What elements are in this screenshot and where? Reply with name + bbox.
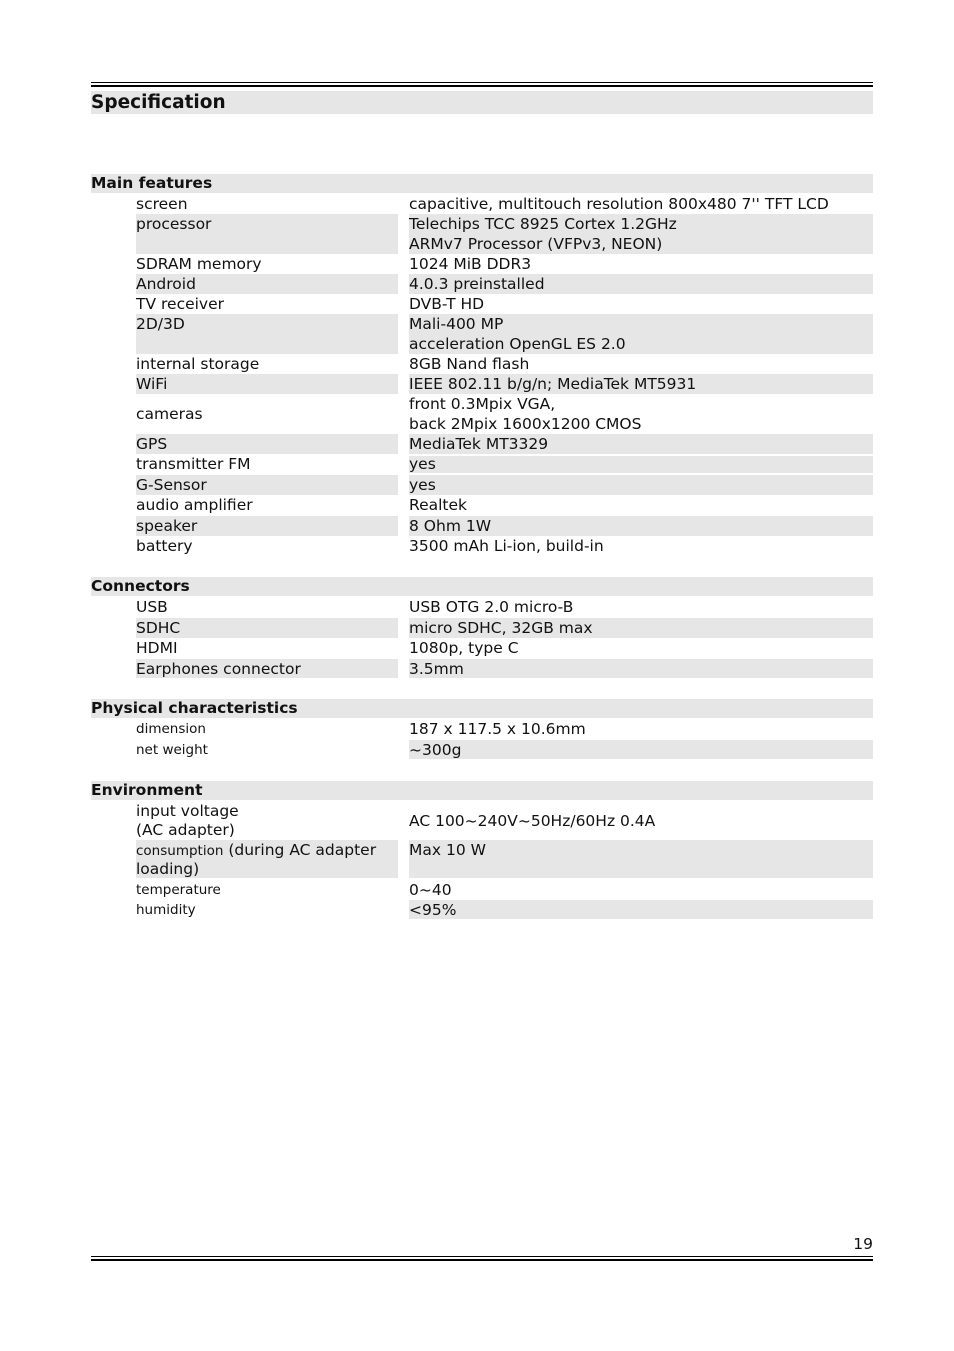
spec-label: temperature [136,882,221,898]
spec-label: Earphones connector [136,660,301,678]
spec-value: DVB-T HD [409,295,485,313]
spec-row-consumption [136,840,873,878]
spec-label: TV receiver [136,295,225,313]
spec-row-cameras [136,394,873,434]
spec-row-gps [136,434,873,454]
spec-value: 3.5mm [409,660,464,678]
spec-value: 0~40 [409,881,452,899]
spec-row-usb [136,597,873,617]
spec-value: USB OTG 2.0 micro-B [409,598,574,616]
spec-value: ARMv7 Processor (VFPv3, NEON) [409,235,663,253]
spec-row-screen [136,194,873,214]
spec-value: 3500 mAh Li-ion, build-in [409,537,604,555]
spec-label: humidity [136,902,196,918]
spec-value: <95% [409,901,457,919]
spec-row-wifi [136,374,873,394]
spec-value: yes [409,455,436,473]
spec-label: SDRAM memory [136,255,262,273]
page-title-bar [91,91,873,114]
spec-label: SDHC [136,619,181,637]
spec-row-processor [136,214,873,254]
spec-row-battery [136,536,873,556]
spec-value: 4.0.3 preinstalled [409,275,545,293]
spec-label-small: consumption [136,843,224,859]
spec-row-net-weight [136,740,873,759]
spec-row-input-voltage [136,801,873,840]
spec-label: HDMI [136,639,178,657]
spec-label: loading) [136,860,200,878]
spec-label [136,840,398,861]
section-header-connectors [91,577,873,596]
spec-label: audio amplifier [136,496,253,514]
spec-value: 187 x 117.5 x 10.6mm [409,720,586,738]
spec-value: 1024 MiB DDR3 [409,255,532,273]
spec-label: transmitter FM [136,455,251,473]
spec-label: 2D/3D [136,315,185,333]
section-header-environment [91,781,873,800]
spec-value: yes [409,476,436,494]
spec-value: ~300g [409,741,462,759]
section-title: Physical characteristics [91,699,298,717]
spec-value: 8GB Nand flash [409,355,530,373]
spec-row-internal-storage [136,354,873,374]
spec-label: USB [136,598,168,616]
spec-row-sdram [136,254,873,274]
spec-row-earphones [136,659,873,678]
spec-value: MediaTek MT3329 [409,435,549,453]
spec-label: screen [136,195,188,213]
spec-value: Telechips TCC 8925 Cortex 1.2GHz [409,215,677,233]
spec-row-android [136,274,873,294]
spec-value: capacitive, multitouch resolution 800x480 7'' TFT LCD [409,195,829,213]
spec-row-sdhc [136,618,873,638]
spec-row-audio-amplifier [136,495,873,515]
spec-label: G-Sensor [136,476,207,494]
spec-row-humidity [136,900,873,919]
spec-row-speaker [136,516,873,536]
spec-row-g-sensor [136,475,873,495]
spec-value: AC 100~240V~50Hz/60Hz 0.4A [409,812,656,830]
bottom-rule [91,1256,873,1261]
spec-label: input voltage [136,802,239,820]
spec-row-hdmi [136,638,873,658]
top-rule [91,82,873,87]
spec-label-rest: (during AC adapter [223,841,377,859]
spec-label: internal storage [136,355,260,373]
spec-value: back 2Mpix 1600x1200 CMOS [409,415,642,433]
spec-label: WiFi [136,375,168,393]
spec-row-fm [136,454,873,474]
page-number: 19 [853,1235,873,1253]
spec-label: dimension [136,721,206,737]
spec-value: IEEE 802.11 b/g/n; MediaTek MT5931 [409,375,697,393]
spec-value: 8 Ohm 1W [409,517,492,535]
section-header-main-features [91,174,873,193]
spec-label: cameras [136,405,203,423]
page-title: Specification [91,92,226,113]
section-title: Connectors [91,577,190,595]
spec-label: processor [136,215,212,233]
spec-value: Realtek [409,496,468,514]
spec-label: net weight [136,742,208,758]
spec-value: Mali-400 MP [409,315,504,333]
spec-value: micro SDHC, 32GB max [409,619,593,637]
section-title: Main features [91,174,213,192]
section-title: Environment [91,781,203,799]
spec-row-temperature [136,880,873,900]
spec-row-dimension [136,719,873,740]
spec-value: Max 10 W [409,841,486,859]
spec-row-2d3d [136,314,873,354]
spec-label: Android [136,275,196,293]
spec-label: battery [136,537,193,555]
section-header-physical [91,699,873,718]
spec-value: acceleration OpenGL ES 2.0 [409,335,626,353]
spec-row-tv-receiver [136,294,873,314]
spec-label: (AC adapter) [136,821,235,839]
spec-label: GPS [136,435,168,453]
spec-value: 1080p, type C [409,639,519,657]
spec-value: front 0.3Mpix VGA, [409,395,556,413]
spec-label: speaker [136,517,198,535]
